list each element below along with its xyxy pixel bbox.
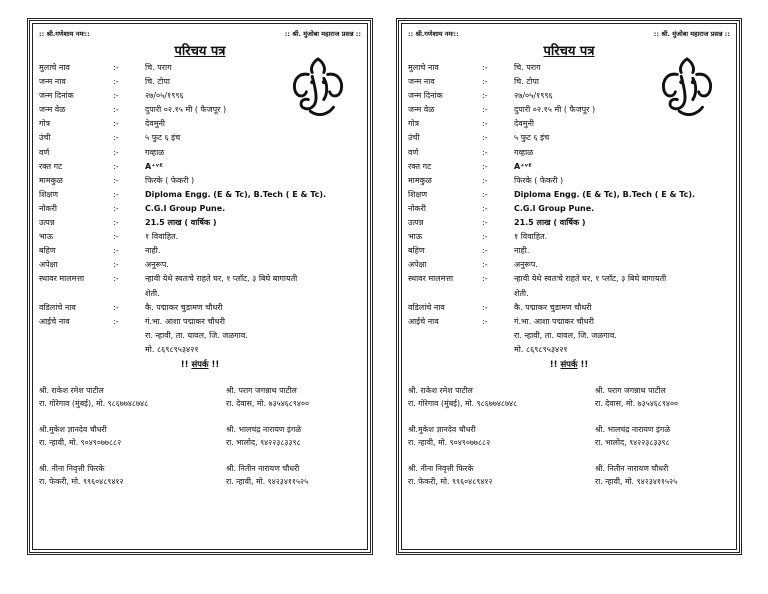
ganesha-icon	[658, 55, 716, 119]
detail-label: गोत्र	[408, 119, 419, 129]
detail-separator: :-	[482, 161, 488, 171]
contacts-grid	[408, 384, 730, 488]
contact-address: रा. न्हावी, मो. ९४२३४११५२५	[595, 476, 678, 486]
detail-value: A⁺ᵛᴱ	[514, 161, 532, 171]
mobile-line: मो. ८६९८९५३४२१	[145, 344, 199, 354]
detail-label: मामकुळ	[408, 175, 432, 185]
header-left: :: श्री.गणेशाय नमः::	[39, 30, 90, 38]
detail-label: मुलाचे नाव	[408, 63, 439, 72]
detail-value: चि. टोपा	[145, 77, 170, 87]
detail-separator: :-	[113, 133, 119, 143]
detail-separator: :-	[113, 147, 119, 157]
contact-address: रा. फेकरी, मो. ९९६०४८९४१२	[39, 476, 124, 486]
detail-value: Diploma Engg. (E & Tc), B.Tech ( E & Tc).	[145, 189, 327, 199]
detail-label: जन्म वेळ	[39, 105, 66, 115]
contact-suffix: !!	[577, 359, 589, 370]
biodata-card-right	[396, 18, 742, 555]
detail-separator: :-	[482, 175, 488, 185]
detail-label: बहिण	[408, 246, 425, 256]
address-line: रा. न्हावी, ता. यावल, जि. जळगाव.	[145, 330, 248, 340]
detail-separator: :-	[482, 147, 488, 157]
card-header	[408, 29, 730, 39]
contact-address: रा. देवास, मो. ७३५४६८९४००	[226, 398, 310, 408]
detail-value: ५ फुट ६ इंच	[145, 133, 181, 143]
detail-value: दुपारी ०२.१५ मी ( फैजपूर )	[514, 105, 596, 115]
contact-entry	[573, 423, 730, 449]
father-label: वडिलांचे नाव	[39, 302, 76, 312]
detail-separator: :-	[113, 203, 119, 213]
detail-label: अपेक्षा	[408, 260, 427, 270]
detail-row	[39, 117, 361, 131]
contact-name: श्री. पराग जगन्नाथ पाटील	[595, 385, 666, 395]
contact-address: रा. गोरेगाव (मुंबई), मो. ९८६७७४८७४८	[39, 398, 149, 408]
mother-name: गं.भा. आशा पद्माकर चौधरी	[145, 316, 225, 326]
detail-value: C.G.I Group Pune.	[145, 203, 226, 213]
detail-value: अनुरूप.	[145, 260, 169, 270]
detail-value: गव्हाळ	[514, 147, 534, 157]
detail-label: शिक्षण	[408, 189, 428, 199]
detail-separator: :-	[482, 232, 488, 242]
contact-name: श्री. नीना निवृत्ती फिरके	[408, 463, 474, 473]
detail-separator: :-	[113, 175, 119, 185]
detail-separator: :-	[482, 91, 488, 101]
detail-separator: :-	[113, 260, 119, 270]
detail-value: फिरके ( फेकरी )	[145, 175, 195, 185]
detail-label: बहिण	[39, 246, 56, 256]
mother-label: आईचे नाव	[39, 316, 70, 326]
detail-label: नोकरी	[39, 203, 57, 213]
contact-name: श्री. राकेश रमेश पाटील	[408, 385, 473, 395]
detail-separator: :-	[113, 161, 119, 171]
contact-address: रा. फेकरी, मो. ९९६०४८९४१२	[408, 476, 493, 486]
contact-name: श्री. भालचंद्र नारायण इंगळे	[595, 424, 671, 434]
contact-address: रा. भालोद, ९४२२३८३३९८	[595, 437, 670, 447]
detail-value: Diploma Engg. (E & Tc), B.Tech ( E & Tc).	[514, 189, 696, 199]
contact-entry	[204, 462, 361, 488]
detail-label: जन्म नाव	[39, 77, 66, 87]
page-title: परिचय पत्र	[174, 44, 226, 59]
contact-name: श्री. राकेश रमेश पाटील	[39, 385, 104, 395]
contact-name: श्री. नितीन नारायण चौधरी	[226, 463, 300, 473]
detail-label: मामकुळ	[39, 175, 63, 185]
detail-separator: :-	[482, 218, 488, 228]
mother-row	[39, 315, 361, 329]
detail-label: जन्म दिनांक	[39, 91, 74, 101]
detail-row	[39, 216, 361, 230]
detail-row	[408, 230, 730, 244]
contact-word: संपर्क	[560, 359, 578, 370]
detail-row	[408, 188, 730, 202]
contact-entry	[39, 423, 196, 449]
detail-label: वर्ण	[408, 147, 419, 157]
detail-label: भाऊ	[39, 232, 53, 242]
detail-label: उत्पन्न	[39, 218, 55, 228]
detail-separator: :-	[113, 302, 119, 312]
detail-row	[408, 216, 730, 230]
detail-separator: :-	[113, 91, 119, 101]
detail-value: नाही.	[145, 246, 161, 256]
property-value: न्हावी येथे स्वतःचे राहते घर, १ प्लॉट, ३ बिघे बागायती	[514, 274, 667, 284]
detail-label: नोकरी	[408, 203, 426, 213]
property-row	[408, 272, 730, 286]
property-continued: शेती.	[514, 288, 529, 298]
contact-heading	[408, 358, 730, 372]
detail-separator: :-	[482, 302, 488, 312]
detail-separator: :-	[482, 203, 488, 213]
father-row	[408, 301, 730, 315]
detail-label: जन्म वेळ	[408, 105, 435, 115]
contact-word: संपर्क	[191, 359, 209, 370]
contact-address: रा. देवास, मो. ७३५४६८९४००	[595, 398, 679, 408]
property-label: स्थावर मालमत्ता	[408, 274, 454, 284]
detail-value: १ विवाहित.	[145, 232, 179, 242]
detail-row	[39, 131, 361, 145]
detail-value: चि. पराग	[145, 63, 172, 72]
detail-value: चि. टोपा	[514, 77, 539, 87]
detail-separator: :-	[113, 246, 119, 256]
detail-value: २७/०५/१९९६	[514, 91, 553, 101]
detail-label: शिक्षण	[39, 189, 59, 199]
detail-separator: :-	[482, 260, 488, 270]
detail-separator: :-	[113, 316, 119, 326]
contact-name: श्री. नितीन नारायण चौधरी	[595, 463, 669, 473]
detail-value: A⁺ᵛᴱ	[145, 161, 163, 171]
detail-value: २७/०५/१९९६	[145, 91, 184, 101]
header-left: :: श्री.गणेशाय नमः::	[408, 30, 459, 38]
detail-separator: :-	[113, 63, 119, 72]
mother-label: आईचे नाव	[408, 316, 439, 326]
header-right: :: श्री. मुंजोबा महाराज प्रसन्न ::	[653, 30, 730, 38]
contact-entry	[408, 423, 565, 449]
detail-value: 21.5 लाख ( वार्षिक )	[514, 218, 586, 228]
detail-value: चि. पराग	[514, 63, 541, 72]
card-inner	[39, 29, 361, 544]
contact-name: श्री. भालचंद्र नारायण इंगळे	[226, 424, 302, 434]
father-row	[39, 301, 361, 315]
detail-label: जन्म नाव	[408, 77, 435, 87]
contact-heading	[39, 358, 361, 372]
property-label: स्थावर मालमत्ता	[39, 274, 85, 284]
contact-entry	[204, 423, 361, 449]
page-title: परिचय पत्र	[543, 44, 595, 59]
detail-label: उंची	[408, 133, 420, 143]
detail-value: देवमुनी	[514, 119, 534, 129]
detail-row	[408, 117, 730, 131]
detail-value: C.G.I Group Pune.	[514, 203, 595, 213]
contact-address: रा. न्हावी, मो. ९०४९०७७८८२	[39, 437, 122, 447]
detail-separator: :-	[482, 189, 488, 199]
detail-row	[408, 160, 730, 174]
detail-row	[408, 174, 730, 188]
contact-prefix: !!	[180, 359, 192, 370]
detail-separator: :-	[482, 63, 488, 72]
detail-label: उंची	[39, 133, 51, 143]
property-row	[39, 272, 361, 286]
contact-name: श्री. नीना निवृत्ती फिरके	[39, 463, 105, 473]
detail-label: रक्त गट	[408, 161, 432, 171]
detail-row	[408, 131, 730, 145]
contact-address: रा. गोरेगाव (मुंबई), मो. ९८६७७४८७४८	[408, 398, 518, 408]
detail-label: भाऊ	[408, 232, 422, 242]
detail-row	[39, 174, 361, 188]
detail-value: ५ फुट ६ इंच	[514, 133, 550, 143]
contact-entry	[204, 384, 361, 410]
detail-label: अपेक्षा	[39, 260, 58, 270]
contact-address: रा. न्हावी, मो. ९०४९०७७८८२	[408, 437, 491, 447]
detail-row	[39, 230, 361, 244]
detail-label: गोत्र	[39, 119, 50, 129]
detail-value: १ विवाहित.	[514, 232, 548, 242]
contact-name: श्री. पराग जगन्नाथ पाटील	[226, 385, 297, 395]
detail-separator: :-	[482, 274, 488, 284]
contact-address: रा. न्हावी, मो. ९४२३४११५२५	[226, 476, 309, 486]
detail-row	[408, 146, 730, 160]
detail-separator: :-	[482, 316, 488, 326]
contacts-grid	[39, 384, 361, 488]
detail-value: दुपारी ०२.१५ मी ( फैजपूर )	[145, 105, 227, 115]
detail-value: 21.5 लाख ( वार्षिक )	[145, 218, 217, 228]
detail-row	[39, 146, 361, 160]
detail-label: उत्पन्न	[408, 218, 424, 228]
contact-entry	[573, 384, 730, 410]
contact-prefix: !!	[549, 359, 561, 370]
father-name: कै. पद्माकर चुडामण चौधरी	[514, 302, 592, 312]
card-inner	[408, 29, 730, 544]
detail-value: गव्हाळ	[145, 147, 165, 157]
contact-entry	[408, 462, 565, 488]
father-label: वडिलांचे नाव	[408, 302, 445, 312]
mother-name: गं.भा. आशा पद्माकर चौधरी	[514, 316, 594, 326]
detail-separator: :-	[482, 77, 488, 87]
address-line: रा. न्हावी, ता. यावल, जि. जळगाव.	[514, 330, 617, 340]
detail-separator: :-	[113, 119, 119, 129]
detail-separator: :-	[482, 133, 488, 143]
detail-separator: :-	[482, 119, 488, 129]
property-value: न्हावी येथे स्वतःचे राहते घर, १ प्लॉट, ३ बिघे बागायती	[145, 274, 298, 284]
card-header	[39, 29, 361, 39]
detail-row	[408, 244, 730, 258]
detail-label: रक्त गट	[39, 161, 63, 171]
detail-label: वर्ण	[39, 147, 50, 157]
detail-row	[39, 244, 361, 258]
detail-separator: :-	[113, 189, 119, 199]
detail-row	[408, 258, 730, 272]
contact-entry	[39, 384, 196, 410]
detail-separator: :-	[482, 105, 488, 115]
detail-value: देवमुनी	[145, 119, 165, 129]
mobile-line: मो. ८६९८९५३४२१	[514, 344, 568, 354]
contact-name: श्री.मुकेश ज्ञानदेव चौधरी	[408, 424, 476, 434]
detail-value: नाही.	[514, 246, 530, 256]
detail-value: अनुरूप.	[514, 260, 538, 270]
detail-separator: :-	[113, 105, 119, 115]
header-right: :: श्री. मुंजोबा महाराज प्रसन्न ::	[284, 30, 361, 38]
contact-address: रा. भालोद, ९४२२३८३३९८	[226, 437, 301, 447]
detail-separator: :-	[113, 274, 119, 284]
detail-separator: :-	[113, 218, 119, 228]
ganesha-icon	[289, 55, 347, 119]
biodata-card-left	[27, 18, 373, 555]
detail-separator: :-	[482, 246, 488, 256]
contact-entry	[39, 462, 196, 488]
detail-separator: :-	[113, 232, 119, 242]
contact-entry	[408, 384, 565, 410]
mother-row	[408, 315, 730, 329]
father-name: कै. पद्माकर चुडामण चौधरी	[145, 302, 223, 312]
property-continued: शेती.	[145, 288, 160, 298]
detail-row	[408, 202, 730, 216]
detail-row	[39, 160, 361, 174]
detail-label: मुलाचे नाव	[39, 63, 70, 72]
contact-suffix: !!	[208, 359, 220, 370]
detail-value: फिरके ( फेकरी )	[514, 175, 564, 185]
detail-row	[39, 188, 361, 202]
detail-label: जन्म दिनांक	[408, 91, 443, 101]
detail-row	[39, 258, 361, 272]
detail-separator: :-	[113, 77, 119, 87]
detail-row	[39, 202, 361, 216]
contact-entry	[573, 462, 730, 488]
contact-name: श्री.मुकेश ज्ञानदेव चौधरी	[39, 424, 107, 434]
